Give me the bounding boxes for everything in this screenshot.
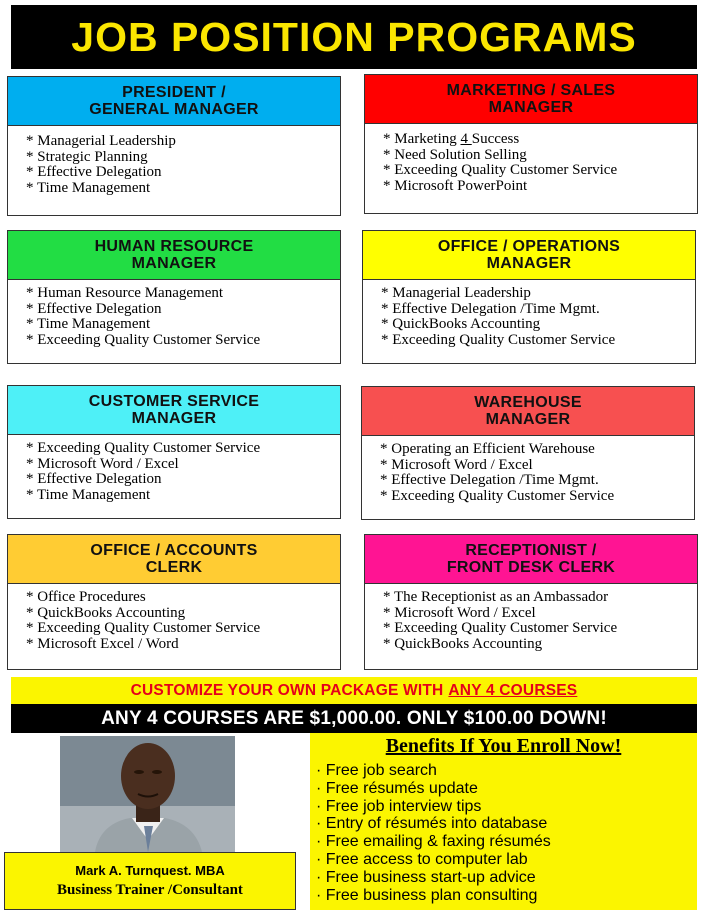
benefit-item: · Free business start-up advice xyxy=(316,868,536,886)
program-course-list xyxy=(364,124,698,214)
benefit-item: · Entry of résumés into database xyxy=(316,815,548,833)
program-title-line1: PRESIDENT / xyxy=(122,84,226,101)
benefit-item: · Free résumés update xyxy=(316,779,478,797)
program-header xyxy=(7,385,341,435)
course-item: * Microsoft Word / Excel xyxy=(383,604,536,621)
course-item: * Microsoft Word / Excel xyxy=(380,456,533,473)
course-item: * Operating an Efficient Warehouse xyxy=(380,441,595,457)
program-title-line2: MANAGER xyxy=(488,99,574,116)
course-item: * Need Solution Selling xyxy=(383,146,527,163)
program-title-line2: CLERK xyxy=(145,559,203,576)
benefit-item: · Free job interview tips xyxy=(316,797,482,815)
program-title-line1: RECEPTIONIST / xyxy=(465,542,597,559)
course-item: * Exceeding Quality Customer Service xyxy=(383,620,618,637)
program-title-line2: MANAGER xyxy=(131,410,217,427)
program-title-line1: MARKETING / SALES xyxy=(446,82,616,99)
course-item: * Time Management xyxy=(26,316,151,333)
course-item: * The Receptionist as an Ambassador xyxy=(383,589,609,605)
program-header xyxy=(7,76,341,126)
program-title-line2: MANAGER xyxy=(131,255,217,272)
program-course-list xyxy=(364,584,698,670)
program-title-line1: OFFICE / OPERATIONS xyxy=(437,238,621,255)
price-text: ANY 4 COURSES ARE $1,000.00. ONLY $100.00 DOWN! xyxy=(101,707,607,729)
course-item: * QuickBooks Accounting xyxy=(26,604,186,621)
course-item: * QuickBooks Accounting xyxy=(381,316,541,333)
program-header xyxy=(362,230,696,280)
program-card-hr xyxy=(7,230,341,364)
program-header xyxy=(7,230,341,280)
course-item: * Effective Delegation /Time Mgmt. xyxy=(380,472,599,489)
course-item: * Strategic Planning xyxy=(26,148,148,165)
benefit-item: · Free job search xyxy=(316,762,437,779)
trainer-portrait-icon xyxy=(60,736,235,852)
benefit-item: · Free business plan consulting xyxy=(316,886,538,904)
program-title-line2: FRONT DESK CLERK xyxy=(446,559,616,576)
trainer-name-box xyxy=(4,852,296,910)
course-item: * Effective Delegation xyxy=(26,471,162,488)
program-course-list xyxy=(362,280,696,364)
course-item: * Managerial Leadership xyxy=(381,285,531,301)
benefits-title: Benefits If You Enroll Now! xyxy=(385,735,622,757)
program-header xyxy=(364,534,698,584)
trainer-photo xyxy=(60,736,235,852)
course-item: * Exceeding Quality Customer Service xyxy=(26,620,261,637)
program-title-line1: OFFICE / ACCOUNTS xyxy=(90,542,258,559)
course-item: * Exceeding Quality Customer Service xyxy=(383,162,618,179)
course-item: * Human Resource Management xyxy=(26,285,224,301)
course-item: * QuickBooks Accounting xyxy=(383,635,543,652)
course-item: * Exceeding Quality Customer Service xyxy=(381,331,616,348)
course-item: * Office Procedures xyxy=(26,589,146,605)
course-item: * Effective Delegation xyxy=(26,300,162,317)
program-title-line1: HUMAN RESOURCE xyxy=(94,238,254,255)
customize-emphasis: ANY 4 COURSES xyxy=(448,681,578,699)
program-card-president xyxy=(7,76,341,216)
course-item: * Microsoft PowerPoint xyxy=(383,177,528,194)
program-card-office-operations xyxy=(362,230,696,364)
program-course-list xyxy=(7,584,341,670)
course-item: * Exceeding Quality Customer Service xyxy=(26,440,261,456)
program-header xyxy=(361,386,695,436)
program-title-line2: GENERAL MANAGER xyxy=(89,101,259,118)
page-title: JOB POSITION PROGRAMS xyxy=(71,13,637,60)
course-item: * Time Management xyxy=(26,179,151,196)
course-item: * Microsoft Word / Excel xyxy=(26,455,179,472)
program-header xyxy=(7,534,341,584)
customize-banner xyxy=(11,677,697,704)
program-course-list xyxy=(7,435,341,519)
trainer-title: Business Trainer /Consultant xyxy=(57,882,243,898)
program-course-list xyxy=(7,280,341,364)
program-card-customer-service xyxy=(7,385,341,519)
trainer-name: Mark A. Turnquest. MBA xyxy=(75,863,225,878)
benefit-item: · Free access to computer lab xyxy=(316,850,528,868)
course-item: * Microsoft Excel / Word xyxy=(26,635,179,652)
program-title-line2: MANAGER xyxy=(485,411,571,428)
benefits-panel xyxy=(310,733,697,910)
course-item: * Marketing 4 Success xyxy=(383,131,520,147)
program-card-warehouse xyxy=(361,386,695,520)
course-item: * Time Management xyxy=(26,486,151,503)
course-item: * Effective Delegation /Time Mgmt. xyxy=(381,300,600,317)
title-banner xyxy=(11,5,697,69)
course-item: * Exceeding Quality Customer Service xyxy=(380,487,615,504)
customize-text: CUSTOMIZE YOUR OWN PACKAGE WITH xyxy=(130,681,444,699)
course-item: * Exceeding Quality Customer Service xyxy=(26,331,261,348)
price-banner xyxy=(11,704,697,733)
course-item: * Managerial Leadership xyxy=(26,133,176,149)
benefit-item: · Free emailing & faxing résumés xyxy=(316,833,551,851)
program-card-office-accounts xyxy=(7,534,341,670)
program-card-marketing xyxy=(364,74,698,214)
program-course-list xyxy=(7,126,341,216)
program-title-line1: CUSTOMER SERVICE xyxy=(88,393,260,410)
course-item: * Effective Delegation xyxy=(26,164,162,181)
program-title-line1: WAREHOUSE xyxy=(474,394,582,411)
program-header xyxy=(364,74,698,124)
program-course-list xyxy=(361,436,695,520)
program-title-line2: MANAGER xyxy=(486,255,572,272)
program-card-receptionist xyxy=(364,534,698,670)
